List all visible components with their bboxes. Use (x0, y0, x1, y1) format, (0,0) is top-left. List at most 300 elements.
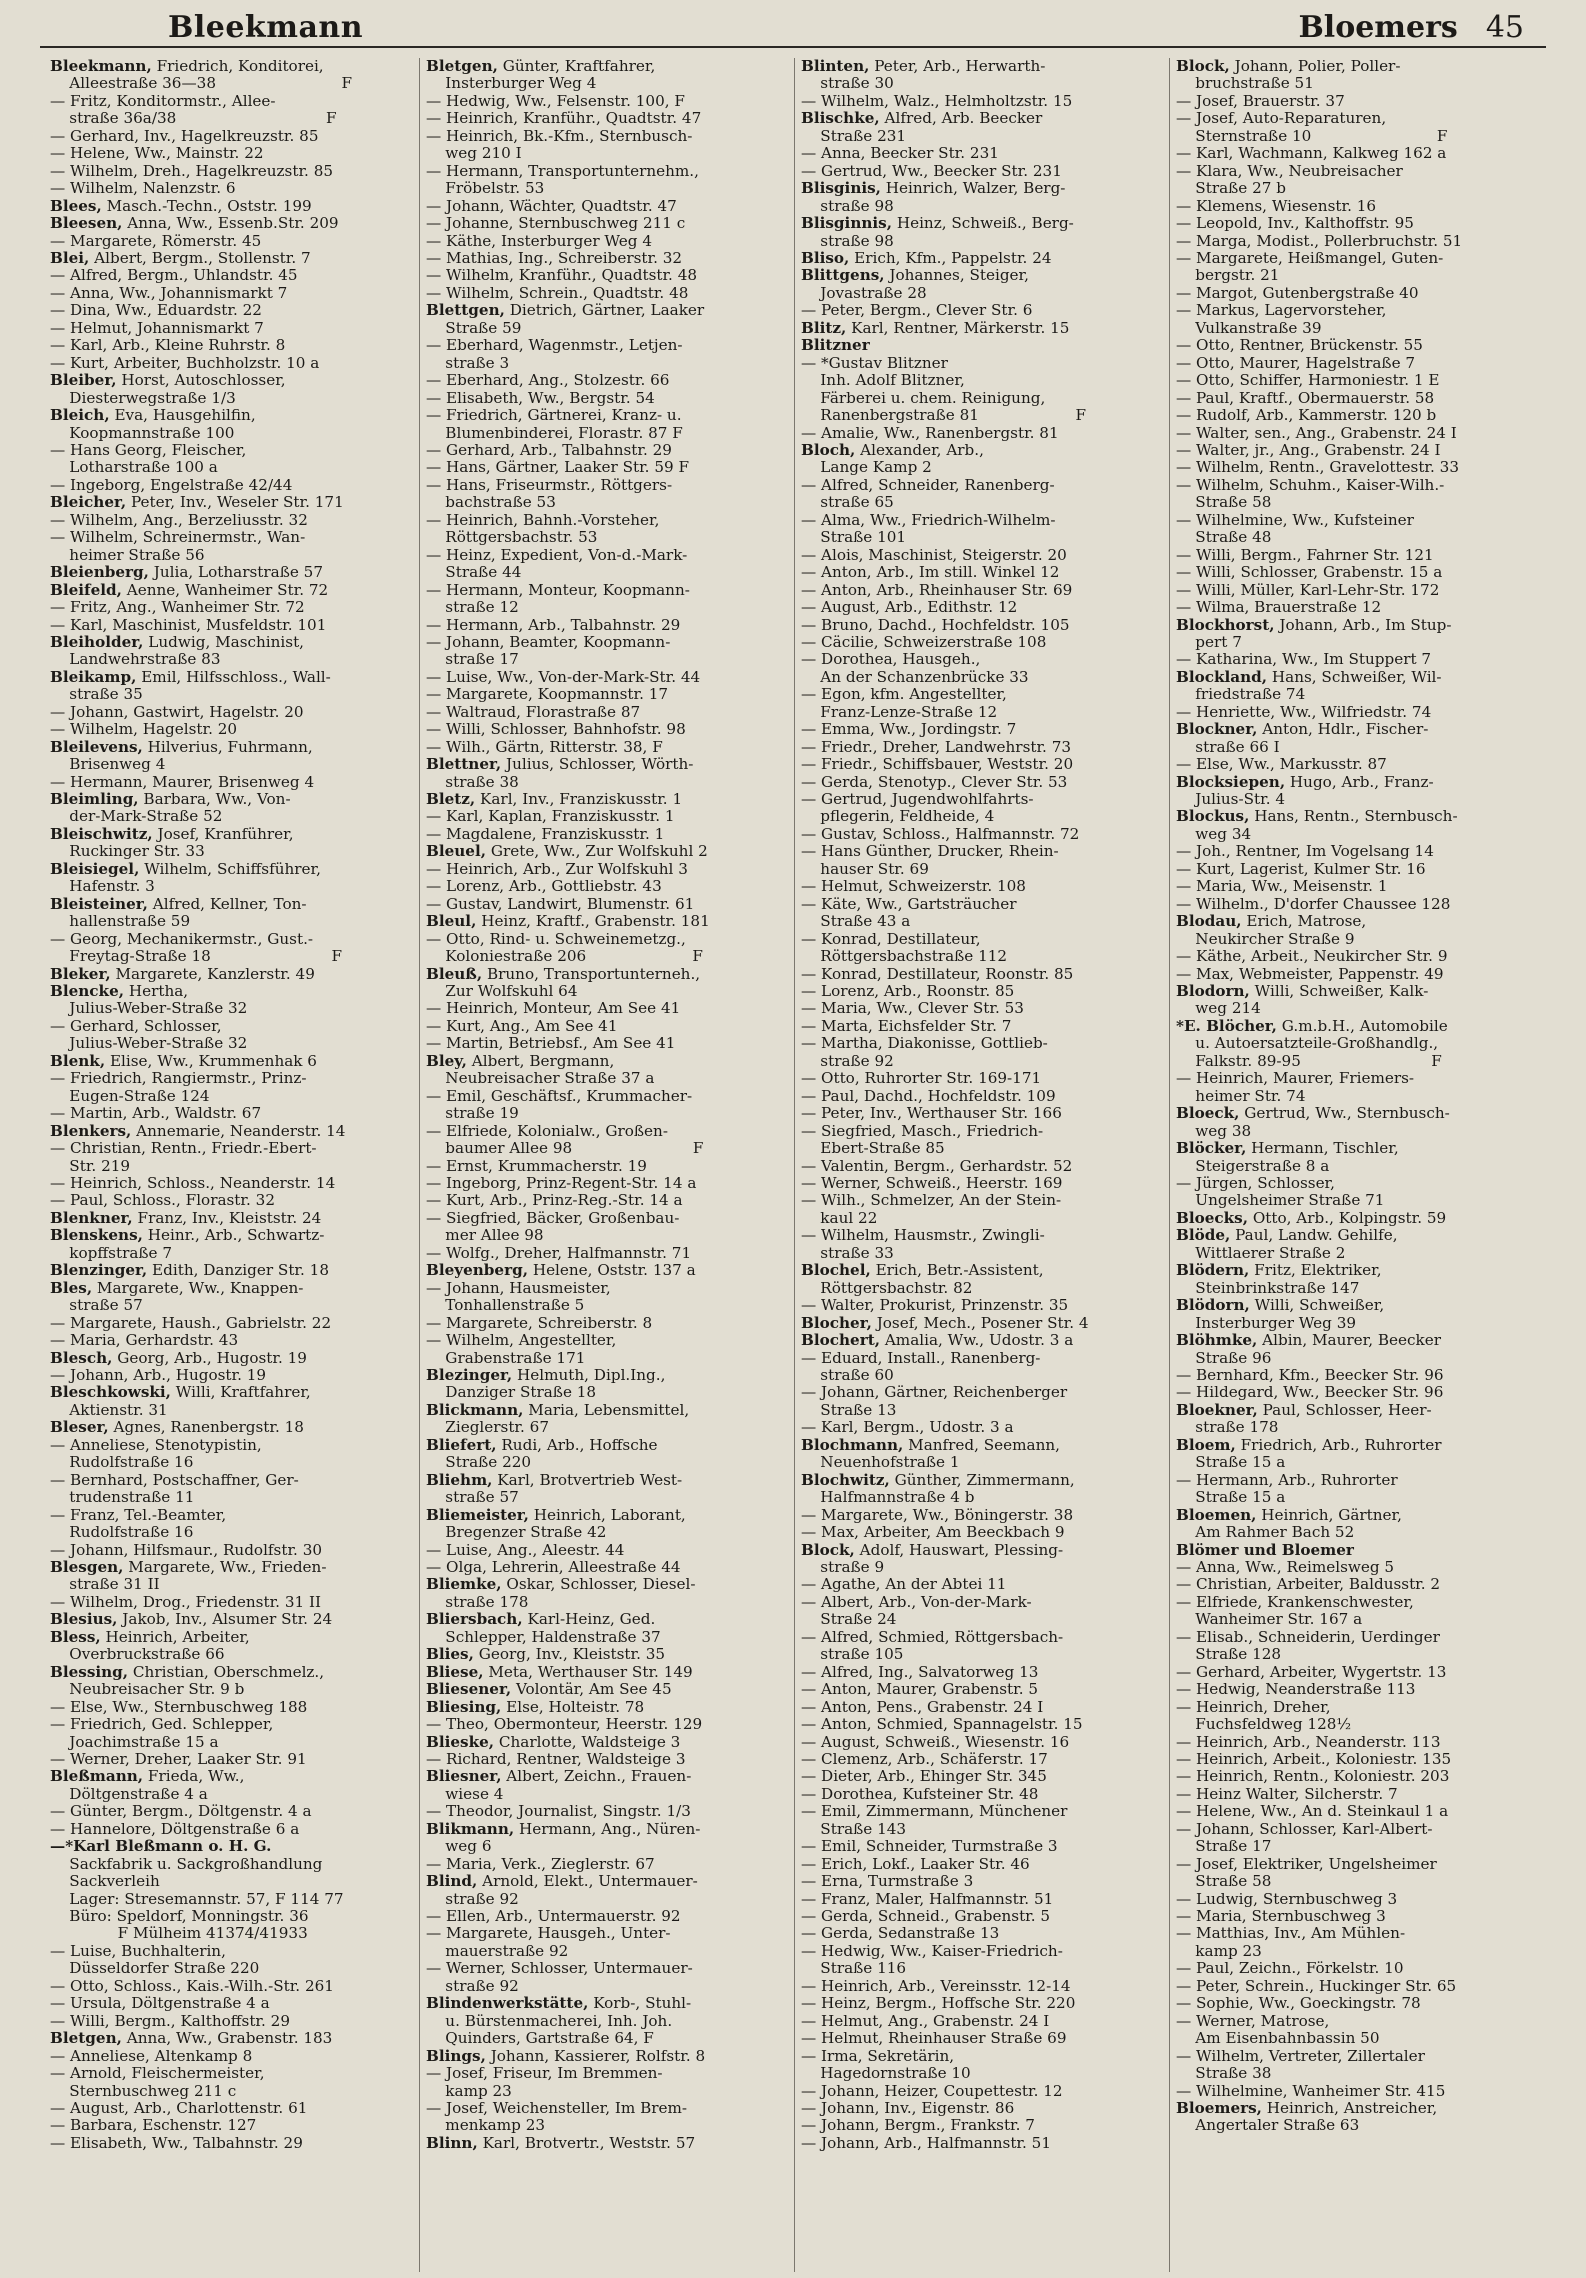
directory-entry (426, 1629, 788, 1646)
directory-entry (50, 1210, 413, 1227)
entry-text: Albert, Bergm., Stollenstr. 7 (89, 249, 311, 267)
entry-text: Helmuth, Dipl.Ing., (512, 1366, 666, 1384)
entry-text: — Kurt, Arbeiter, Buchholzstr. 10 a (50, 354, 320, 372)
entry-text: Sackfabrik u. Sackgroßhandlung (50, 1855, 323, 1873)
directory-entry (50, 1821, 413, 1838)
directory-entry (801, 1838, 1163, 1855)
column-2 (419, 58, 794, 2272)
entry-text: Aenne, Wanheimer Str. 72 (121, 581, 329, 599)
entry-text: Otto, Arb., Kolpingstr. 59 (1248, 1209, 1447, 1227)
entry-text: — Käte, Ww., Gartsträucher (801, 895, 1017, 913)
entry-text: Färberei u. chem. Reinigung, (801, 389, 1046, 407)
entry-text: — Alfred, Schneider, Ranenberg- (801, 476, 1055, 494)
directory-entry (801, 1350, 1163, 1367)
surname: Blei, (50, 249, 90, 267)
entry-text: — Clemenz, Arb., Schäferstr. 17 (801, 1750, 1048, 1768)
surname: Blinten, (801, 58, 870, 75)
entry-text: — Hans, Gärtner, Laaker Str. 59 F (426, 459, 690, 477)
entry-text: — Bernhard, Postschaffner, Ger- (50, 1471, 299, 1489)
entry-text: — Hermann, Maurer, Brisenweg 4 (50, 773, 315, 791)
directory-entry (50, 1192, 413, 1209)
surname: Blinn, (426, 2134, 478, 2152)
directory-entry (1176, 1786, 1538, 1803)
directory-entry (1176, 547, 1538, 564)
entry-text: — Heinrich, Maurer, Friemers- (1176, 1070, 1415, 1088)
surname: Bloemen, (1176, 1506, 1257, 1524)
directory-entry (426, 1419, 788, 1436)
surname: Bliehm, (426, 1471, 493, 1489)
directory-entry (426, 1891, 788, 1908)
entry-text: u. Bürstenmacherei, Inh. Joh. (426, 2012, 673, 2030)
surname: Bleienberg, (50, 564, 149, 582)
entry-text: Friedrich, Arb., Ruhrorter (1235, 1436, 1442, 1454)
directory-entry (801, 1210, 1163, 1227)
entry-text: — Konrad, Destillateur, (801, 930, 981, 948)
directory-entry (426, 1297, 788, 1314)
directory-entry (801, 1123, 1163, 1140)
directory-entry (801, 180, 1163, 197)
entry-text: Edith, Danziger Str. 18 (147, 1262, 330, 1280)
directory-entry (1176, 1960, 1538, 1977)
entry-text: straße 105 (801, 1646, 904, 1664)
entry-text: Franz-Lenze-Straße 12 (801, 703, 998, 721)
entry-text: — Franz, Tel.-Beamter, (50, 1506, 227, 1524)
entry-text: — Barbara, Eschenstr. 127 (50, 2117, 257, 2135)
entry-text: mer Allee 98 (426, 1227, 544, 1245)
entry-text: — Walter, jr., Ang., Grabenstr. 24 I (1176, 441, 1441, 459)
entry-text: — Margot, Gutenbergstraße 40 (1176, 284, 1419, 302)
directory-entry (1176, 442, 1538, 459)
entry-text: straße 12 (426, 599, 519, 617)
surname: Blees, (50, 197, 102, 215)
directory-entry (50, 808, 413, 825)
directory-entry (801, 163, 1163, 180)
directory-entry (1176, 1821, 1538, 1838)
entry-text: Helene, Oststr. 137 a (528, 1262, 696, 1280)
column-1 (44, 58, 419, 2272)
entry-text: baumer Allee 98 F (426, 1140, 704, 1158)
entry-text: Straße 38 (1176, 2065, 1272, 2083)
entry-text: Georg, Inv., Kleiststr. 35 (473, 1646, 666, 1664)
entry-text: — Hans Georg, Fleischer, (50, 441, 247, 459)
directory-entry (1176, 669, 1538, 686)
directory-entry (50, 425, 413, 442)
entry-text: — Hannelore, Döltgenstraße 6 a (50, 1820, 300, 1838)
surname: Blings, (426, 2047, 486, 2065)
entry-text: — Jürgen, Schlosser, (1176, 1175, 1335, 1192)
directory-entry (801, 250, 1163, 267)
directory-entry (426, 1245, 788, 1262)
surname: Bley, (426, 1052, 467, 1070)
directory-entry (801, 896, 1163, 913)
entry-text: Adolf, Hauswart, Plessing- (854, 1541, 1064, 1559)
entry-text: Grete, Ww., Zur Wolfskuhl 2 (486, 843, 708, 861)
header-first-name: Bleekmann (168, 10, 364, 45)
directory-entry (1176, 1611, 1538, 1628)
entry-text: Georg, Arb., Hugostr. 19 (112, 1349, 307, 1367)
directory-entry (50, 1088, 413, 1105)
directory-entry (426, 233, 788, 250)
entry-text: Ranenbergstraße 81 F (801, 407, 1086, 425)
directory-entry (50, 128, 413, 145)
directory-entry (50, 477, 413, 494)
directory-entry (801, 2117, 1163, 2134)
directory-entry (426, 2013, 788, 2030)
directory-entry (801, 355, 1163, 372)
entry-text: Overbruckstraße 66 (50, 1646, 225, 1664)
directory-entry (1176, 1332, 1538, 1349)
directory-entry (1176, 1123, 1538, 1140)
header-last-name: Bloemers (1298, 10, 1458, 45)
surname: Bliefert, (426, 1436, 497, 1454)
surname: Blezinger, (426, 1366, 513, 1384)
entry-text: — Theodor, Journalist, Singstr. 1/3 (426, 1803, 691, 1821)
directory-entry (426, 1925, 788, 1942)
entry-text: menkamp 23 (426, 2117, 546, 2135)
directory-entry (801, 1105, 1163, 1122)
directory-entry (426, 1542, 788, 1559)
directory-entry (1176, 617, 1538, 634)
entry-text: straße 33 (801, 1244, 894, 1262)
directory-entry (50, 1280, 413, 1297)
directory-entry (426, 302, 788, 319)
directory-entry (50, 355, 413, 372)
entry-text: straße 92 (801, 1052, 894, 1070)
entry-text: — Henriette, Ww., Wilfriedstr. 74 (1176, 703, 1432, 721)
entry-text: straße 57 (426, 1489, 519, 1507)
directory-entry (50, 1629, 413, 1646)
entry-text: Zieglerstr. 67 (426, 1419, 550, 1437)
entry-text: — Hermann, Monteur, Koopmann- (426, 581, 690, 599)
surname: Block, (801, 1541, 855, 1559)
entry-text: — Otto, Rentner, Brückenstr. 55 (1176, 337, 1423, 355)
entry-text: — Klara, Ww., Neubreisacher (1176, 162, 1403, 180)
surname: Blodau, (1176, 913, 1242, 931)
entry-text: Zur Wolfskuhl 64 (426, 983, 578, 1001)
directory-entry (801, 110, 1163, 127)
directory-entry (426, 1227, 788, 1244)
surname: Bliesener, (426, 1681, 512, 1699)
directory-entry (50, 459, 413, 476)
entry-text: Vulkanstraße 39 (1176, 319, 1322, 337)
entry-text: — Walter, sen., Ang., Grabenstr. 24 I (1176, 424, 1457, 442)
directory-entry (426, 93, 788, 110)
entry-text: bruchstraße 51 (1176, 75, 1314, 93)
directory-entry (1176, 1367, 1538, 1384)
entry-text: Straße 231 (801, 127, 907, 145)
directory-entry (50, 110, 413, 127)
directory-entry (50, 337, 413, 354)
entry-text: Meta, Werthauser Str. 149 (483, 1663, 693, 1681)
directory-entry (50, 1000, 413, 1017)
entry-text: — Johann, Gärtner, Reichenberger (801, 1384, 1068, 1402)
directory-entry (426, 180, 788, 197)
entry-text: — Otto, Schiffer, Harmoniestr. 1 E (1176, 372, 1440, 390)
directory-entry (1176, 1768, 1538, 1785)
directory-entry (1176, 1838, 1538, 1855)
entry-text: Barbara, Ww., Von- (138, 791, 291, 809)
surname: Bliersbach, (426, 1611, 523, 1629)
entry-text: — Wilhelm, Hagelstr. 20 (50, 721, 238, 739)
entry-text: straße 17 (426, 651, 519, 669)
entry-text: Neubreisacher Str. 9 b (50, 1681, 245, 1699)
directory-entry (801, 1402, 1163, 1419)
surname: Blöhmke, (1176, 1332, 1258, 1350)
directory-entry (1176, 861, 1538, 878)
directory-entry (50, 1035, 413, 1052)
entry-text: — Gerda, Stenotyp., Clever Str. 53 (801, 773, 1068, 791)
directory-entry (426, 1768, 788, 1785)
directory-entry (426, 686, 788, 703)
surname: Bleischwitz, (50, 825, 153, 843)
entry-text: — Anna, Ww., Reimelsweg 5 (1176, 1558, 1395, 1576)
surname: Bleich, (50, 407, 110, 425)
entry-text: — Luise, Ww., Von-der-Mark-Str. 44 (426, 668, 701, 686)
directory-entry (1176, 564, 1538, 581)
entry-text: — Heinz, Bergm., Hoffsche Str. 220 (801, 1995, 1076, 2013)
directory-entry (50, 1245, 413, 1262)
entry-text: Horst, Autoschlosser, (116, 372, 286, 390)
surname: Bleifeld, (50, 581, 122, 599)
directory-entry (426, 145, 788, 162)
entry-text: Anna, Ww., Essenb.Str. 209 (122, 215, 339, 233)
directory-entry (50, 1716, 413, 1733)
surname: Bleisteiner, (50, 895, 148, 913)
directory-entry (50, 1943, 413, 1960)
surname: Blockhorst, (1176, 616, 1275, 634)
entry-text: — Helene, Ww., An d. Steinkaul 1 a (1176, 1803, 1449, 1821)
entry-text: — Margarete, Haush., Gabrielstr. 22 (50, 1314, 332, 1332)
entry-text: — Walter, Prokurist, Prinzenstr. 35 (801, 1297, 1069, 1315)
entry-text: — Gerhard, Arbeiter, Wygertstr. 13 (1176, 1663, 1447, 1681)
directory-entry (426, 1699, 788, 1716)
entry-text: Jakob, Inv., Alsumer Str. 24 (117, 1611, 333, 1629)
directory-entry (50, 215, 413, 232)
surname: Bleul, (426, 913, 477, 931)
surname: Bles, (50, 1279, 93, 1297)
entry-text: — Werner, Schlosser, Untermauer- (426, 1960, 693, 1978)
surname: Blitz, (801, 319, 847, 337)
directory-entry (1176, 1891, 1538, 1908)
entry-text: — Bruno, Dachd., Hochfeldstr. 105 (801, 616, 1070, 634)
entry-text: — Wilhelm, Dreh., Hagelkreuzstr. 85 (50, 162, 334, 180)
directory-entry (801, 337, 1163, 354)
directory-entry (50, 983, 413, 1000)
directory-entry (50, 2030, 413, 2047)
surname: Blickmann, (426, 1401, 524, 1419)
directory-entry (50, 1158, 413, 1175)
entry-text: Wilhelm, Schiffsführer, (139, 860, 321, 878)
directory-entry (50, 582, 413, 599)
directory-entry (426, 1175, 788, 1192)
entry-text: Hertha, (124, 983, 189, 1001)
entry-text: straße 3 (426, 354, 510, 372)
entry-text: Straße 48 (1176, 529, 1272, 547)
entry-text: — Alfred, Schmied, Röttgersbach- (801, 1628, 1064, 1646)
entry-text: — Heinrich, Bk.-Kfm., Sternbusch- (426, 127, 693, 145)
directory-entry (801, 1192, 1163, 1209)
entry-text: — Valentin, Bergm., Gerhardstr. 52 (801, 1157, 1073, 1175)
entry-text: — Helmut, Schweizerstr. 108 (801, 878, 1026, 896)
directory-entry (426, 163, 788, 180)
directory-entry (801, 1070, 1163, 1087)
directory-entry (50, 75, 413, 92)
entry-text: — Markus, Lagervorsteher, (1176, 302, 1387, 320)
entry-text: Neubreisacher Straße 37 a (426, 1070, 655, 1088)
entry-text: Johann, Kassierer, Rolfstr. 8 (485, 2047, 706, 2065)
entry-text: — Johann, Gastwirt, Hagelstr. 20 (50, 703, 304, 721)
directory-entry (50, 93, 413, 110)
entry-text: Straße 15 a (1176, 1489, 1286, 1507)
entry-text: — Magdalene, Franziskusstr. 1 (426, 825, 665, 843)
surname: Bloeck, (1176, 1105, 1240, 1123)
surname: Bleyenberg, (426, 1262, 528, 1280)
entry-text: — Eberhard, Ang., Stolzestr. 66 (426, 372, 670, 390)
directory-entry (1176, 1192, 1538, 1209)
entry-text: Heinz, Kraftf., Grabenstr. 181 (476, 913, 710, 931)
directory-entry (1176, 1594, 1538, 1611)
entry-text: Röttgersbachstraße 112 (801, 948, 1008, 966)
entry-text: Karl, Brotvertr., Weststr. 57 (477, 2134, 696, 2152)
entry-text: — Heinrich, Rentn., Koloniestr. 203 (1176, 1768, 1450, 1786)
directory-entry (426, 948, 788, 965)
surname: Blenskens, (50, 1227, 143, 1245)
entry-text: — Margarete, Hausgeh., Unter- (426, 1925, 671, 1943)
surname: Blöcker, (1176, 1140, 1247, 1158)
directory-entry (801, 1245, 1163, 1262)
directory-entry (1176, 1053, 1538, 1070)
directory-entry (1176, 459, 1538, 476)
directory-entry (426, 407, 788, 424)
directory-entry (801, 2065, 1163, 2082)
entry-text: Erich, Betr.-Assistent, (870, 1262, 1044, 1280)
directory-entry (50, 878, 413, 895)
directory-entry (1176, 1315, 1538, 1332)
directory-entry (801, 477, 1163, 494)
surname: Blöde, (1176, 1227, 1231, 1245)
directory-entry (1176, 1943, 1538, 1960)
entry-text: — Irma, Sekretärin, (801, 2047, 955, 2065)
surname: Blochwitz, (801, 1471, 890, 1489)
directory-entry (801, 75, 1163, 92)
surname: Blödorn, (1176, 1297, 1250, 1315)
directory-entry (801, 233, 1163, 250)
directory-entry (1176, 931, 1538, 948)
entry-text: — Johann, Arb., Halfmannstr. 51 (801, 2134, 1051, 2152)
directory-entry (50, 1611, 413, 1628)
surname: Blocher, (801, 1314, 872, 1332)
directory-entry (50, 145, 413, 162)
entry-text: — Christian, Rentn., Friedr.-Ebert- (50, 1140, 317, 1158)
directory-entry (50, 1734, 413, 1751)
entry-text: Straße 220 (426, 1454, 532, 1472)
entry-text: Rudolfstraße 16 (50, 1454, 194, 1472)
directory-entry (426, 1873, 788, 1890)
entry-text: — Wilhelm, Walz., Helmholtzstr. 15 (801, 92, 1073, 110)
entry-text: Josef, Kranführer, (152, 825, 294, 843)
entry-text: Friedrich, Konditorei, (151, 58, 324, 75)
directory-entry (50, 1070, 413, 1087)
entry-text: — Wilhelm, Schrein., Quadtstr. 48 (426, 284, 689, 302)
directory-entry (801, 1000, 1163, 1017)
directory-entry (801, 1524, 1163, 1541)
entry-text: — Leopold, Inv., Kalthoffstr. 95 (1176, 215, 1414, 233)
directory-entry (426, 1908, 788, 1925)
entry-text: Neuenhofstraße 1 (801, 1454, 960, 1472)
directory-entry (1176, 1856, 1538, 1873)
entry-text: — Johann, Schlosser, Karl-Albert- (1176, 1820, 1433, 1838)
directory-entry (1176, 425, 1538, 442)
directory-entry (801, 1175, 1163, 1192)
directory-entry (1176, 2065, 1538, 2082)
entry-text: — Martin, Betriebsf., Am See 41 (426, 1035, 676, 1053)
directory-entry (426, 320, 788, 337)
entry-text: Peter, Inv., Weseler Str. 171 (126, 494, 344, 512)
directory-entry (50, 1105, 413, 1122)
entry-text: — Johann, Heizer, Coupettestr. 12 (801, 2082, 1063, 2100)
entry-text: — Anneliese, Altenkamp 8 (50, 2047, 253, 2065)
entry-text: — Werner, Dreher, Laaker Str. 91 (50, 1750, 307, 1768)
directory-entry (50, 2065, 413, 2082)
entry-text: Fröbelstr. 53 (426, 180, 545, 198)
surname: —*Karl Bleßmann o. H. G. (50, 1838, 272, 1856)
directory-entry (426, 2030, 788, 2047)
entry-text: straße 38 (426, 773, 519, 791)
entry-text: pert 7 (1176, 633, 1242, 651)
surname: Bliemeister, (426, 1506, 529, 1524)
directory-entry (1176, 1350, 1538, 1367)
entry-text: Falkstr. 89-95 F (1176, 1052, 1442, 1070)
directory-entry (1176, 739, 1538, 756)
surname: *E. Blöcher, (1176, 1017, 1277, 1035)
entry-text: heimer Str. 74 (1176, 1087, 1306, 1105)
entry-text: Maria, Lebensmittel, (523, 1401, 690, 1419)
entry-text: Steinbrinkstraße 147 (1176, 1279, 1360, 1297)
directory-entry (1176, 1576, 1538, 1593)
directory-entry (426, 931, 788, 948)
surname: Blochel, (801, 1262, 871, 1280)
entry-text: — Willi, Schlosser, Bahnhofstr. 98 (426, 721, 686, 739)
directory-entry (801, 1856, 1163, 1873)
entry-text: Landwehrstraße 83 (50, 651, 221, 669)
entry-text: — Willi, Schlosser, Grabenstr. 15 a (1176, 564, 1443, 582)
entry-text: Eugen-Straße 124 (50, 1087, 210, 1105)
directory-entry (801, 1315, 1163, 1332)
directory-entry (50, 1524, 413, 1541)
directory-entry (426, 721, 788, 738)
entry-text: Danziger Straße 18 (426, 1384, 597, 1402)
entry-text: weg 214 (1176, 1000, 1261, 1018)
surname: Bletgen, (426, 58, 498, 75)
entry-text: Julius, Schlosser, Wörth- (501, 756, 694, 774)
entry-text: — Josef, Brauerstr. 37 (1176, 92, 1345, 110)
entry-text: — Paul, Zeichn., Förkelstr. 10 (1176, 1960, 1404, 1978)
entry-text: Aktienstr. 31 (50, 1401, 168, 1419)
directory-entry (50, 931, 413, 948)
directory-entry (426, 1664, 788, 1681)
entry-text: Günther, Zimmermann, (889, 1471, 1075, 1489)
directory-entry (1176, 2100, 1538, 2117)
directory-entry (801, 1978, 1163, 1995)
entry-text: Ungelsheimer Straße 71 (1176, 1192, 1385, 1210)
directory-entry (801, 547, 1163, 564)
entry-text: straße 30 (801, 75, 894, 93)
directory-entry (426, 669, 788, 686)
entry-text: Straße 116 (801, 1960, 907, 1978)
entry-text: Jovastraße 28 (801, 284, 927, 302)
directory-entry (801, 582, 1163, 599)
directory-entry (1176, 1070, 1538, 1087)
